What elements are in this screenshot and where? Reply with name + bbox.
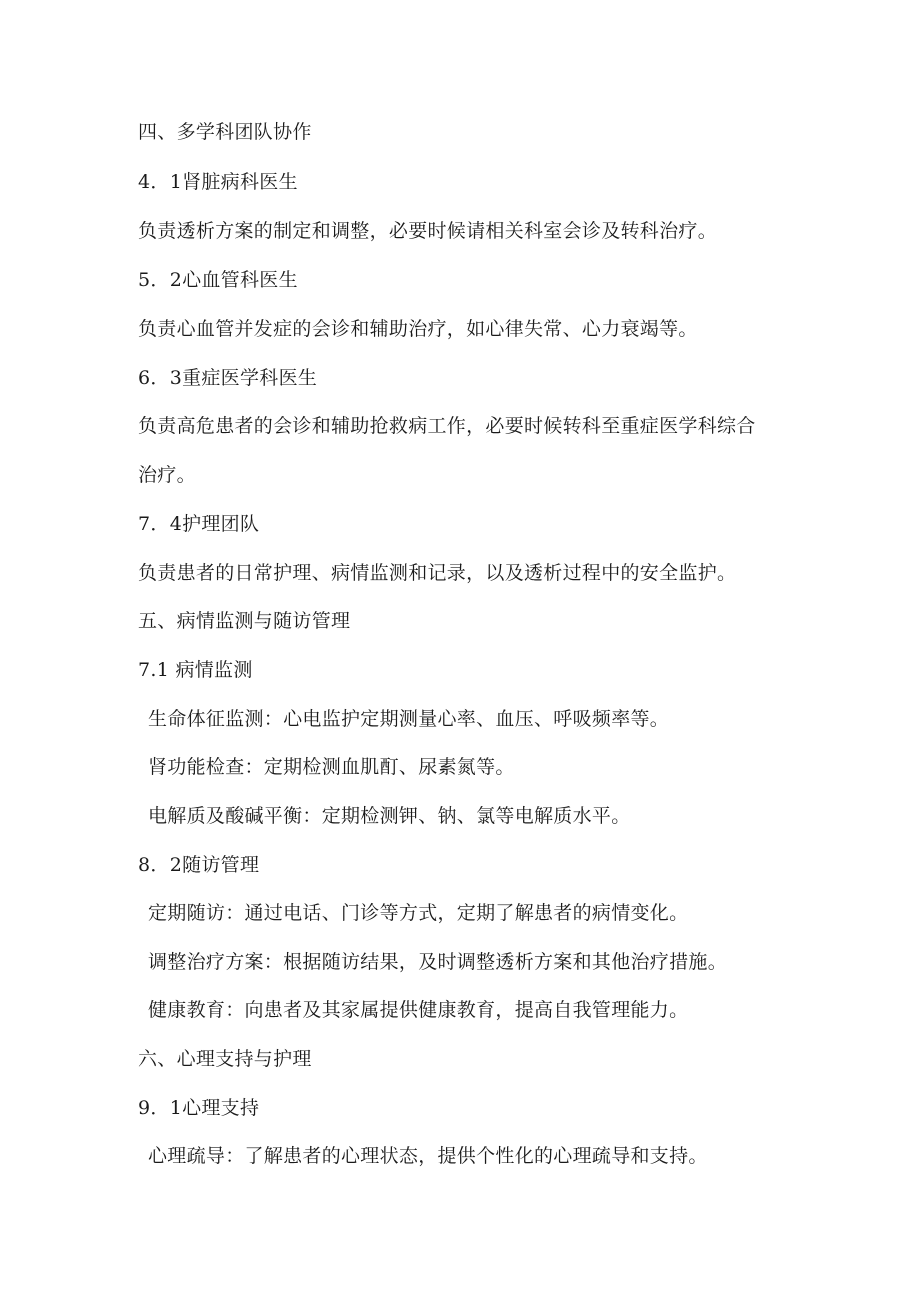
paragraph-cardiology: 负责心血管并发症的会诊和辅助治疗，如心律失常、心力衰竭等。 [138, 318, 698, 340]
list-item-adjust-treatment: 调整治疗方案：根据随访结果，及时调整透析方案和其他治疗措施。 [148, 951, 728, 973]
subheading-follow-up: 8．2随访管理 [138, 854, 260, 876]
section-heading-5: 五、病情监测与随访管理 [138, 610, 351, 632]
section-heading-4: 四、多学科团队协作 [138, 121, 312, 143]
subheading-psychological-support: 9．1心理支持 [138, 1097, 260, 1119]
list-item-kidney-function: 肾功能检查：定期检测血肌酊、尿素氮等。 [148, 756, 515, 778]
subheading-critical-care: 6．3重症医学科医生 [138, 367, 318, 389]
subheading-condition-monitoring: 7.1 病情监测 [138, 659, 253, 681]
paragraph-nephrology: 负责透析方案的制定和调整，必要时候请相关科室会诊及转科治疗。 [138, 220, 718, 242]
list-item-health-education: 健康教育：向患者及其家属提供健康教育，提高自我管理能力。 [148, 999, 689, 1021]
subheading-cardiology: 5．2心血管科医生 [138, 269, 298, 291]
paragraph-critical-care-cont: 治疗。 [138, 464, 196, 486]
paragraph-nursing-team: 负责患者的日常护理、病情监测和记录，以及透析过程中的安全监护。 [138, 562, 737, 584]
section-heading-6: 六、心理支持与护理 [138, 1048, 312, 1070]
list-item-electrolytes: 电解质及酸碱平衡：定期检测钾、钠、氯等电解质水平。 [148, 805, 631, 827]
list-item-counseling: 心理疏导：了解患者的心理状态，提供个性化的心理疏导和支持。 [148, 1145, 708, 1167]
subheading-nursing-team: 7．4护理团队 [138, 513, 260, 535]
list-item-vital-signs: 生命体征监测：心电监护定期测量心率、血压、呼吸频率等。 [148, 708, 670, 730]
subheading-nephrology: 4．1肾脏病科医生 [138, 171, 298, 193]
paragraph-critical-care: 负责高危患者的会诊和辅助抢救病工作，必要时候转科至重症医学科综合 [138, 415, 756, 437]
list-item-regular-follow-up: 定期随访：通过电话、门诊等方式，定期了解患者的病情变化。 [148, 902, 689, 924]
